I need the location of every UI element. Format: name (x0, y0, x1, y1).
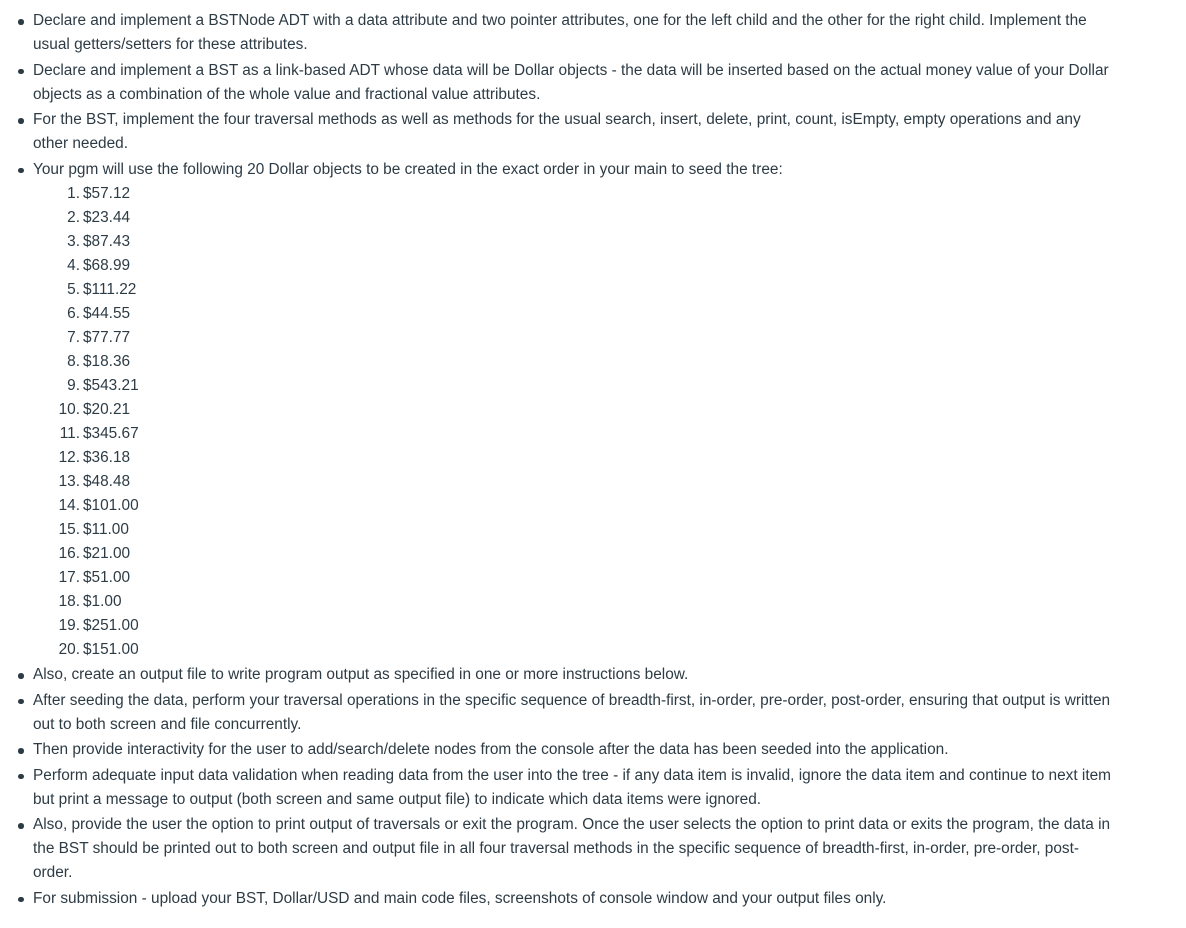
list-item (33, 302, 1118, 326)
list-item (33, 422, 1118, 446)
list-item-number: 7. (67, 328, 80, 346)
list-item-number: 13. (58, 472, 80, 490)
list-item-amount: $51.00 (83, 568, 131, 586)
list-item-number: 20. (58, 640, 80, 658)
list-item-amount: $36.18 (83, 448, 131, 466)
list-item (33, 590, 1118, 614)
list-item (33, 542, 1118, 566)
list-item-number: 10. (58, 400, 80, 418)
instructions-list (0, 9, 1118, 911)
list-item-number: 14. (58, 496, 80, 514)
list-item-amount: $1.00 (83, 592, 122, 610)
list-item (33, 374, 1118, 398)
list-item-number: 6. (67, 304, 80, 322)
list-item-amount: $68.99 (83, 256, 131, 274)
list-item-number: 16. (58, 544, 80, 562)
instruction-submission: For submission - upload your BST, Dollar/USD and main code files, screenshots of console window and your output files only. (33, 887, 1118, 911)
list-item (33, 518, 1118, 542)
list-item-amount: $251.00 (83, 616, 139, 634)
instruction-interactivity: Then provide interactivity for the user to add/search/delete nodes from the console after the data has been seeded into the application. (33, 738, 1118, 762)
list-item (33, 446, 1118, 470)
list-item (33, 470, 1118, 494)
list-item-number: 3. (67, 232, 80, 250)
list-item-amount: $48.48 (83, 472, 131, 490)
list-item-amount: $21.00 (83, 544, 131, 562)
list-item (33, 206, 1118, 230)
list-item (33, 326, 1118, 350)
list-item-amount: $77.77 (83, 328, 131, 346)
instruction-print-or-exit: Also, provide the user the option to print output of traversals or exit the program. Once the user selects the option to print data or exits the program, the data in the BST should be printed out to both screen and output file in all four traversal methods in the specific sequence of breadth-first, in-order, pre-order, post-order. (33, 813, 1118, 885)
list-item-amount: $23.44 (83, 208, 131, 226)
list-item-number: 8. (67, 352, 80, 370)
list-item-number: 5. (67, 280, 80, 298)
list-item-number: 12. (58, 448, 80, 466)
list-item (33, 182, 1118, 206)
list-item-number: 2. (67, 208, 80, 226)
instruction-bstnode: Declare and implement a BSTNode ADT with a data attribute and two pointer attributes, one for the left child and the other for the right child. Implement the usual getters/setters for these attributes. (33, 9, 1118, 57)
list-item-number: 1. (67, 184, 80, 202)
list-item-amount: $543.21 (83, 376, 139, 394)
list-item-amount: $18.36 (83, 352, 131, 370)
list-item (33, 278, 1118, 302)
list-item (33, 254, 1118, 278)
list-item-amount: $11.00 (83, 520, 129, 538)
list-item (33, 350, 1118, 374)
list-item-amount: $345.67 (83, 424, 139, 442)
list-item (33, 494, 1118, 518)
list-item-number: 11. (59, 424, 80, 442)
list-item-number: 17. (58, 568, 80, 586)
instruction-seed-data (33, 158, 1118, 662)
list-item-number: 15. (58, 520, 80, 538)
list-item-number: 18. (58, 592, 80, 610)
list-item (33, 614, 1118, 638)
list-item (33, 638, 1118, 662)
instruction-output-file: Also, create an output file to write program output as specified in one or more instructions below. (33, 663, 1118, 687)
list-item-number: 4. (67, 256, 80, 274)
instruction-bst-adt: Declare and implement a BST as a link-based ADT whose data will be Dollar objects - the data will be inserted based on the actual money value of your Dollar objects as a combination of the whole value and fractional value attributes. (33, 59, 1118, 107)
dollar-list (33, 182, 1118, 662)
list-item (33, 230, 1118, 254)
list-item-amount: $44.55 (83, 304, 131, 322)
list-item-amount: $20.21 (83, 400, 131, 418)
list-item (33, 566, 1118, 590)
list-item (33, 398, 1118, 422)
instruction-traversal-methods: For the BST, implement the four traversal methods as well as methods for the usual search, insert, delete, print, count, isEmpty, empty operations and any other needed. (33, 108, 1118, 156)
seed-data-text: Your pgm will use the following 20 Dollar objects to be created in the exact order in your main to seed the tree: (33, 160, 783, 178)
list-item-amount: $87.43 (83, 232, 131, 250)
list-item-amount: $101.00 (83, 496, 139, 514)
list-item-amount: $57.12 (83, 184, 131, 202)
instruction-traversal-sequence: After seeding the data, perform your traversal operations in the specific sequence of breadth-first, in-order, pre-order, post-order, ensuring that output is written out to both screen and file concurrently. (33, 689, 1118, 737)
list-item-number: 19. (58, 616, 80, 634)
instruction-input-validation: Perform adequate input data validation when reading data from the user into the tree - if any data item is invalid, ignore the data item and continue to next item but print a message to output (both screen and same output file) to indicate which data items were ignored. (33, 764, 1118, 812)
list-item-amount: $151.00 (83, 640, 139, 658)
list-item-number: 9. (67, 376, 80, 394)
list-item-amount: $111.22 (83, 280, 137, 298)
